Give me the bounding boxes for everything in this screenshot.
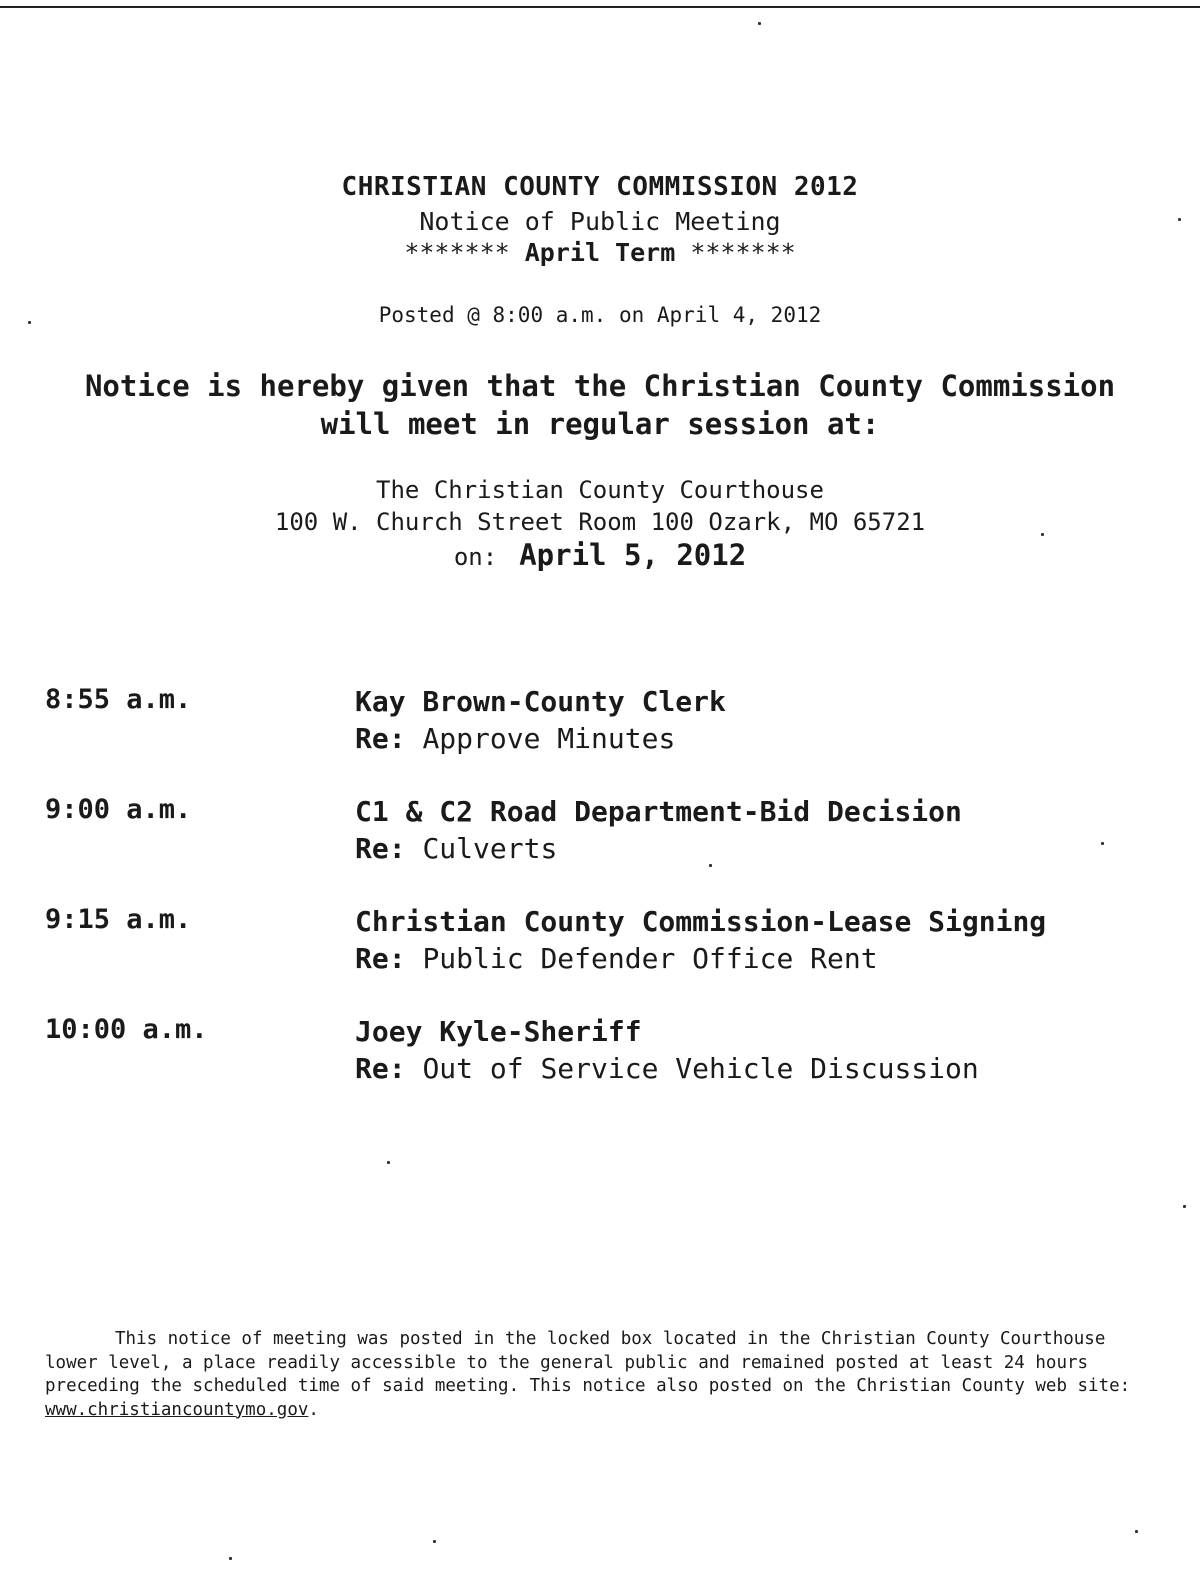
posting-statement-text: This notice of meeting was posted in the locked box located in the Christian County Courthouse lower level, a place readily accessible to the general public and remained posted at least 24 hours preceding the scheduled time of said meeting. This notice also posted on the Christian County web site: xyxy=(45,1329,1131,1396)
scan-speck xyxy=(1178,218,1181,221)
scan-speck xyxy=(709,864,712,867)
agenda-regarding xyxy=(355,1050,979,1088)
agenda-subject: Joey Kyle-Sheriff xyxy=(355,1015,642,1048)
term-line xyxy=(0,238,1200,267)
term-label: April Term xyxy=(524,238,676,267)
term-prefix: ******* xyxy=(404,238,510,267)
re-label: Re: xyxy=(355,722,406,755)
agenda-body xyxy=(355,794,962,868)
posted-timestamp: Posted @ 8:00 a.m. on April 4, 2012 xyxy=(378,303,822,327)
agenda-item xyxy=(45,904,1165,1014)
notice-statement xyxy=(0,367,1200,443)
agenda-item xyxy=(45,684,1165,794)
scan-speck xyxy=(1101,842,1104,845)
agenda-subject: C1 & C2 Road Department-Bid Decision xyxy=(355,795,962,828)
term-suffix: ******* xyxy=(690,238,796,267)
re-text: Culverts xyxy=(422,832,558,865)
venue-address: 100 W. Church Street Room 100 Ozark, MO 65721 xyxy=(274,508,926,536)
agenda-subject: Kay Brown-County Clerk xyxy=(355,685,726,718)
on-label: on: xyxy=(453,543,498,571)
agenda-item xyxy=(45,1014,1165,1124)
re-text: Out of Service Vehicle Discussion xyxy=(422,1052,979,1085)
agenda-body xyxy=(355,904,1046,978)
posting-statement-end: . xyxy=(308,1399,319,1420)
re-text: Public Defender Office Rent xyxy=(422,942,878,975)
re-label: Re: xyxy=(355,942,406,975)
agenda-time: 8:55 a.m. xyxy=(45,684,192,715)
meeting-date-line xyxy=(0,538,1200,572)
agenda-time: 9:15 a.m. xyxy=(45,904,192,935)
agenda-list xyxy=(45,684,1165,1124)
agenda-regarding xyxy=(355,830,962,868)
scan-speck xyxy=(1041,533,1044,536)
agenda-regarding xyxy=(355,940,1046,978)
scan-speck xyxy=(28,321,31,324)
agenda-regarding xyxy=(355,720,726,758)
agenda-item xyxy=(45,794,1165,904)
document-subtitle: Notice of Public Meeting xyxy=(419,207,781,236)
scan-speck xyxy=(1135,1530,1138,1533)
scan-edge-line xyxy=(0,6,1200,8)
posting-statement xyxy=(45,1328,1155,1422)
agenda-time: 10:00 a.m. xyxy=(45,1014,208,1045)
county-website-link[interactable]: www.christiancountymo.gov xyxy=(45,1399,309,1420)
scan-speck xyxy=(433,1540,436,1543)
meeting-date: April 5, 2012 xyxy=(519,538,747,572)
document-title: CHRISTIAN COUNTY COMMISSION 2012 xyxy=(341,172,859,202)
agenda-body xyxy=(355,1014,979,1088)
scan-speck xyxy=(229,1557,232,1560)
agenda-time: 9:00 a.m. xyxy=(45,794,192,825)
notice-line-1: Notice is hereby given that the Christian County Commission xyxy=(84,369,1116,403)
re-text: Approve Minutes xyxy=(422,722,676,755)
venue-block xyxy=(0,474,1200,538)
agenda-body xyxy=(355,684,726,758)
scan-speck xyxy=(1183,1205,1186,1208)
re-label: Re: xyxy=(355,1052,406,1085)
venue-name: The Christian County Courthouse xyxy=(376,476,824,504)
scan-speck xyxy=(758,22,761,25)
agenda-subject: Christian County Commission-Lease Signing xyxy=(355,905,1047,938)
scan-speck xyxy=(387,1161,390,1164)
re-label: Re: xyxy=(355,832,406,865)
notice-line-2: will meet in regular session at: xyxy=(320,407,880,441)
